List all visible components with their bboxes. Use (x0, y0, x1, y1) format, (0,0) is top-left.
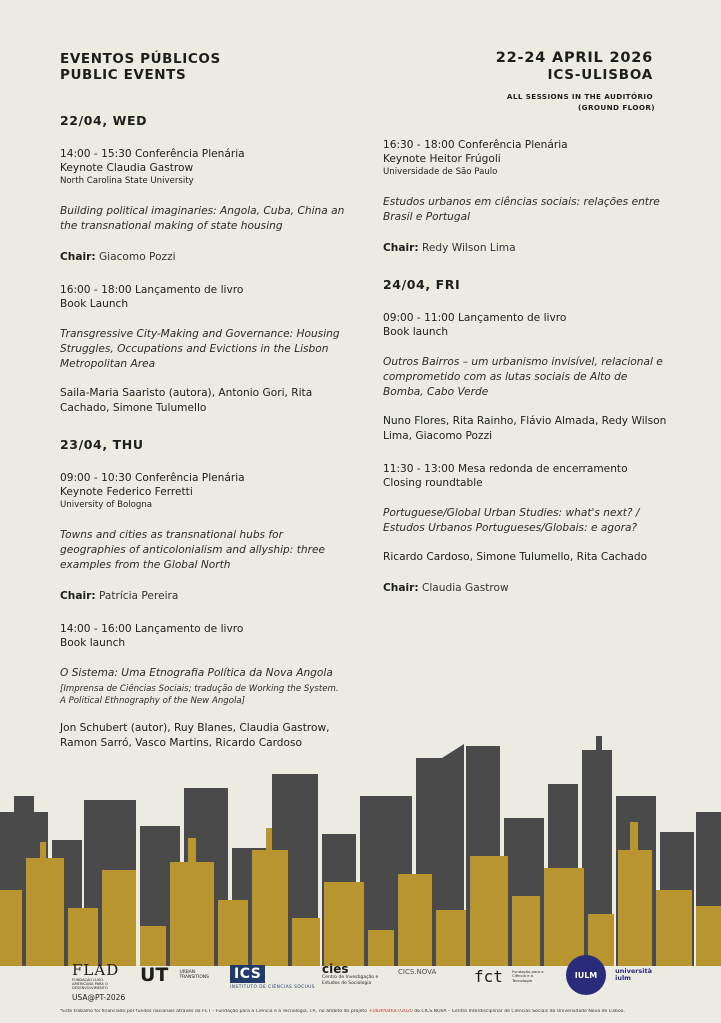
event-23-keynote-2 (383, 138, 668, 256)
event-subtitle: Keynote Federico Ferretti (60, 486, 193, 498)
event-participants: Jon Schubert (autor), Ruy Blanes, Claudia Gastrow, Ramon Sarró, Vasco Martins, Ricardo Cardoso (60, 722, 330, 749)
fct-wordmark: fct (474, 967, 503, 986)
event-subtitle: Book Launch (60, 298, 129, 310)
chair-label: Chair: (383, 242, 419, 254)
header-title (60, 51, 221, 83)
event-subtitle: Book launch (60, 637, 126, 649)
ut-subtitle: URBAN TRANSITIONS (179, 970, 209, 980)
event-affiliation: Universidade de São Paulo (383, 167, 498, 177)
cies-logo (322, 963, 382, 986)
footnote-pre: *Este trabalho foi financiado por fundos nacionais através da FCT – Fundação para a Ciência e a Tecnologia, I.P., no âmbito do projeto (60, 1009, 369, 1014)
event-chair (60, 250, 345, 265)
event-time: 14:00 - 16:00 Lançamento de livro (60, 623, 244, 635)
event-title: Portuguese/Global Urban Studies: what's next? / Estudos Urbanos Portugueses/Globais: e agora? (383, 507, 640, 534)
ics-logo (230, 963, 315, 990)
event-24-booklaunch (383, 311, 668, 444)
event-subtitle: Book launch (383, 326, 449, 338)
chair-label: Chair: (60, 251, 96, 263)
funding-footnote (60, 1009, 700, 1015)
cics-wordmark: CICS.NOVA (398, 968, 437, 976)
ics-wordmark: ICS (230, 965, 265, 983)
chair-label: Chair: (60, 590, 96, 602)
event-time: 11:30 - 13:00 Mesa redonda de encerramento (383, 463, 628, 475)
event-subtitle: Closing roundtable (383, 477, 483, 489)
title-en: PUBLIC EVENTS (60, 67, 187, 83)
cies-subtitle: Centro de Investigação e Estudos de Sociologia (322, 975, 379, 986)
title-pt: EVENTOS PÚBLICOS (60, 51, 221, 67)
event-22-keynote (60, 147, 345, 265)
ut-wordmark: UT (140, 964, 169, 986)
event-title: Transgressive City-Making and Governance: Housing Struggles, Occupations and Evictions in the Lisbon Metropolitan Area (60, 328, 340, 370)
event-24-roundtable (383, 462, 668, 596)
chair-name: Patrícia Pereira (98, 590, 179, 602)
event-venue: ICS-ULISBOA (547, 67, 653, 83)
event-participants: Saila-Maria Saaristo (autora), Antonio Gori, Rita Cachado, Simone Tulumello (60, 387, 313, 414)
chair-label: Chair: (383, 582, 419, 594)
event-subtitle: Keynote Claudia Gastrow (60, 162, 194, 174)
footnote-post: do CICS.NOVA – Centro Interdisciplinar de Ciências Sociais da Universidade Nova de Lisboa. (412, 1009, 626, 1014)
flad-project: USA@PT-2026 (72, 993, 126, 1002)
fct-logo (474, 966, 552, 986)
day-heading-22: 22/04, WED (60, 113, 148, 128)
chair-name: Claudia Gastrow (421, 582, 509, 594)
event-participants: Nuno Flores, Rita Rainho, Flávio Almada, Redy Wilson Lima, Giacomo Pozzi (383, 415, 667, 442)
left-column (60, 112, 345, 765)
event-chair (383, 581, 668, 596)
event-23-keynote (60, 471, 345, 604)
ut-logo (140, 964, 209, 986)
event-subtitle: Keynote Heitor Frúgoli (383, 153, 501, 165)
event-chair (60, 589, 345, 604)
flad-subtitle: FUNDAÇÃO LUSO-AMERICANA PARA O DESENVOLVIMENTO (72, 978, 108, 990)
event-title: Estudos urbanos em ciências sociais: relações entre Brasil e Portugal (383, 196, 660, 223)
chair-name: Giacomo Pozzi (98, 251, 176, 263)
event-affiliation: North Carolina State University (60, 176, 194, 186)
event-title: O Sistema: Uma Etnografia Política da Nova Angola (60, 667, 333, 679)
cics-logo (398, 968, 436, 976)
event-chair (383, 241, 668, 256)
footnote-correction: +UIDP/04647/2020 (368, 1009, 413, 1014)
event-participants: Ricardo Cardoso, Simone Tulumello, Rita Cachado (383, 551, 648, 563)
chair-name: Redy Wilson Lima (421, 242, 516, 254)
event-time: 14:00 - 15:30 Conferência Plenária (60, 148, 245, 160)
iulm-logo (566, 955, 655, 995)
header-info (496, 49, 653, 113)
event-title: Outros Bairros – um urbanismo invisível, relacional e comprometido com as lutas sociais de Alto de Bomba, Cabo Verde (383, 356, 663, 398)
iulm-wordmark: IULM (566, 955, 606, 995)
day-heading-24: 24/04, FRI (383, 277, 461, 292)
fct-subtitle: Fundação para a Ciência e a Tecnologia (512, 968, 544, 983)
event-affiliation: University of Bologna (60, 500, 153, 510)
cies-wordmark: cies (322, 962, 349, 976)
flad-wordmark: FLAD (72, 961, 120, 979)
day-heading-23: 23/04, THU (60, 437, 144, 452)
venue-note-1: ALL SESSIONS IN THE AUDITÓRIO (506, 92, 653, 101)
event-dates: 22-24 APRIL 2026 (495, 50, 653, 66)
event-time: 16:30 - 18:00 Conferência Plenária (383, 139, 568, 151)
event-title: Building political imaginaries: Angola, Cuba, China an the transnational making of state housing (60, 205, 345, 232)
flad-logo (72, 962, 125, 1002)
venue-note-2: (GROUND FLOOR) (577, 103, 655, 112)
ics-subtitle: INSTITUTO DE CIÊNCIAS SOCIAIS (230, 985, 315, 990)
right-column (383, 138, 668, 610)
event-note: [Imprensa de Ciências Sociais; tradução de Working the System. A Political Ethnography of the New Angola] (60, 684, 339, 706)
iulm-subtitle: università iulm (615, 967, 653, 982)
event-title: Towns and cities as transnational hubs for geographies of anticolonialism and allyship: three examples from the Global North (60, 529, 325, 571)
event-time: 09:00 - 11:00 Lançamento de livro (383, 312, 567, 324)
event-time: 09:00 - 10:30 Conferência Plenária (60, 472, 245, 484)
event-time: 16:00 - 18:00 Lançamento de livro (60, 284, 244, 296)
sponsor-logos (0, 950, 721, 1010)
event-22-booklaunch (60, 283, 345, 416)
